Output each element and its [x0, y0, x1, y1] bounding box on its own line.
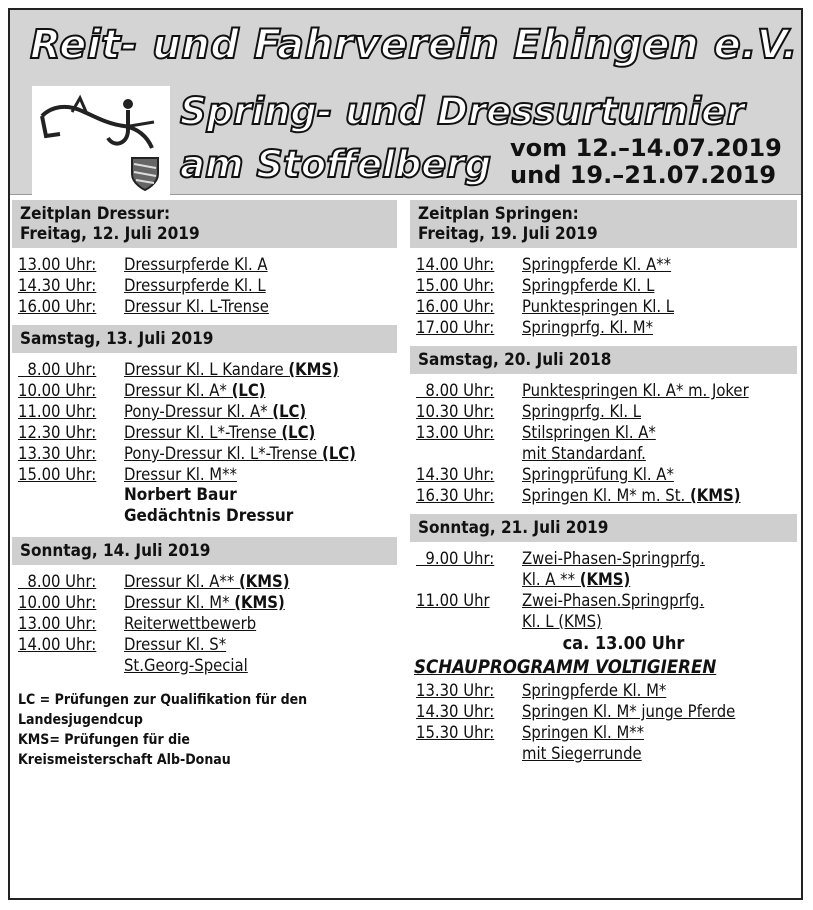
list-item: 12.30 Uhr: Dressur Kl. L*-Trense (LC): [18, 423, 316, 442]
dressur-saturday-heading: Samstag, 13. Juli 2019: [12, 325, 397, 353]
list-item: 13.30 Uhr: Pony-Dressur Kl. L*-Trense (LC): [18, 444, 356, 463]
list-item: 14.00 Uhr: Dressur Kl. S*: [18, 635, 227, 654]
list-item: 10.00 Uhr: Dressur Kl. A* (LC): [18, 381, 266, 400]
list-item: 14.30 Uhr: Springprüfung Kl. A*: [416, 465, 674, 484]
memorial-line2: Gedächtnis Dressur: [124, 506, 294, 526]
show-title: SCHAUPROGRAMM VOLTIGIEREN: [414, 657, 717, 678]
dates-line1: vom 12.–14.07.2019: [510, 134, 782, 162]
list-item: 8.00 Uhr: Dressur Kl. L Kandare (KMS): [18, 360, 339, 379]
list-item: 14.00 Uhr: Springpferde Kl. A**: [416, 255, 672, 274]
springen-heading-date: Freitag, 19. Juli 2019: [418, 224, 598, 244]
list-item: 13.00 Uhr: Stilspringen Kl. A*: [416, 423, 656, 442]
springen-heading-title: Zeitplan Springen:: [418, 204, 579, 224]
legend-line: Landesjugendcup: [18, 712, 143, 728]
list-item: 9.00 Uhr: Zwei-Phasen-Springprfg.: [416, 549, 705, 568]
dressur-heading-title: Zeitplan Dressur:: [20, 204, 171, 224]
event-title-line2: am Stoffelberg: [180, 143, 492, 186]
memorial-title: [12, 485, 397, 527]
list-item-continuation: St.Georg-Special: [124, 656, 248, 675]
dressur-heading: [12, 200, 397, 248]
event-dates: [510, 135, 782, 189]
dressur-heading-date: Freitag, 12. Juli 2019: [20, 224, 200, 244]
dressur-sunday-heading: Sonntag, 14. Juli 2019: [12, 537, 397, 565]
club-logo: [32, 86, 170, 196]
list-item-continuation: mit Siegerrunde: [522, 744, 642, 763]
legend-line: Kreismeisterschaft Alb-Donau: [18, 752, 231, 768]
list-item: 17.00 Uhr: Springprfg. Kl. M*: [416, 318, 654, 337]
list-item: 13.00 Uhr: Dressurpferde Kl. A: [18, 255, 268, 274]
event-title-line1: Spring- und Dressurturnier: [180, 90, 745, 133]
list-item: 10.00 Uhr: Dressur Kl. M* (KMS): [18, 593, 285, 612]
list-item-continuation: Kl. A ** (KMS): [522, 570, 631, 589]
list-item: 13.30 Uhr: Springpferde Kl. M*: [416, 681, 667, 700]
legend-line: KMS= Prüfungen für die: [18, 732, 190, 748]
list-item: 15.00 Uhr: Dressur Kl. M**: [18, 465, 237, 484]
horse-rider-logo-icon: [32, 86, 170, 196]
list-item: 11.00 Uhr Zwei-Phasen.Springprfg.: [416, 591, 705, 610]
springen-sunday-heading: Sonntag, 21. Juli 2019: [410, 514, 797, 542]
list-item: 14.30 Uhr: Dressurpferde Kl. L: [18, 276, 266, 295]
memorial-line1: Norbert Baur: [124, 485, 237, 505]
legend-line: LC = Prüfungen zur Qualifikation für den: [18, 692, 308, 708]
list-item: 16.30 Uhr: Springen Kl. M* m. St. (KMS): [416, 486, 741, 505]
list-item: 14.30 Uhr: Springen Kl. M* junge Pferde: [416, 702, 736, 721]
show-time: ca. 13.00 Uhr: [562, 633, 685, 654]
list-item-continuation: mit Standardanf.: [522, 444, 646, 463]
springen-column: [410, 200, 797, 764]
springen-heading: [410, 200, 797, 248]
list-item: 16.00 Uhr: Punktespringen Kl. L: [416, 297, 675, 316]
list-item: 8.00 Uhr: Punktespringen Kl. A* m. Joker: [416, 381, 749, 400]
list-item: 16.00 Uhr: Dressur Kl. L-Trense: [18, 297, 269, 316]
header-banner: [10, 10, 801, 195]
list-item: 13.00 Uhr: Reiterwettbewerb: [18, 614, 257, 633]
springen-saturday-heading: Samstag, 20. Juli 2018: [410, 346, 797, 374]
club-title: Reit- und Fahrverein Ehingen e.V.: [30, 22, 798, 68]
list-item: 15.30 Uhr: Springen Kl. M**: [416, 723, 645, 742]
list-item: 11.00 Uhr: Pony-Dressur Kl. A* (LC): [18, 402, 307, 421]
list-item-continuation: Kl. L (KMS): [522, 612, 602, 631]
legend: [12, 690, 397, 770]
list-item: 15.00 Uhr: Springpferde Kl. L: [416, 276, 655, 295]
list-item: 8.00 Uhr: Dressur Kl. A** (KMS): [18, 572, 290, 591]
dates-line2: und 19.–21.07.2019: [510, 161, 777, 189]
list-item: 10.30 Uhr: Springprfg. Kl. L: [416, 402, 642, 421]
dressur-column: [12, 200, 397, 770]
